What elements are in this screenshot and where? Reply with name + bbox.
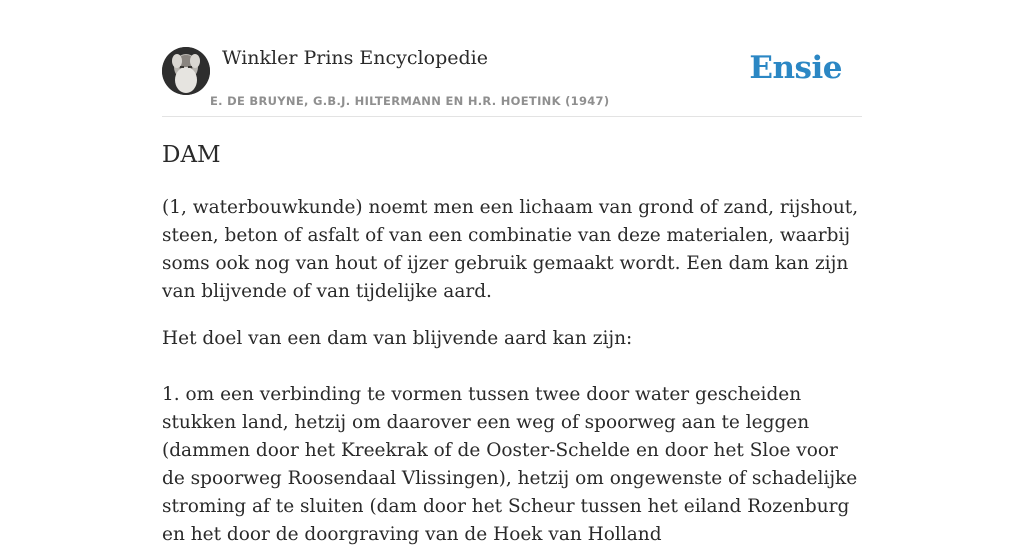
article-paragraph: (1, waterbouwkunde) noemt men een lichaam van grond of zand, rijshout, steen, beton of asfalt of van een combinatie van deze materialen, waarbij soms ook nog van hout of ijzer gebruik gemaakt wordt. Een dam kan zijn van blijvende of van tijdelijke aard. bbox=[162, 197, 859, 302]
article-paragraph: Het doel van een dam van blijvende aard kan zijn: bbox=[162, 328, 633, 349]
ensie-logo[interactable]: Ensie bbox=[749, 50, 842, 86]
portrait-image bbox=[162, 47, 210, 95]
article-title: DAM bbox=[162, 142, 221, 168]
article-body bbox=[162, 140, 862, 549]
authors-byline: E. DE BRUYNE, G.B.J. HILTERMANN EN H.R. HOETINK (1947) bbox=[210, 94, 610, 108]
site-title[interactable]: Winkler Prins Encyclopedie bbox=[222, 47, 488, 69]
page-header bbox=[162, 40, 862, 117]
author-portrait-avatar bbox=[162, 47, 210, 95]
article-paragraph: 1. om een verbinding te vormen tussen twee door water gescheiden stukken land, hetzij om daarover een weg of spoorweg aan te leggen (dammen door het Kreekrak of de Ooster-Schelde en door het Sloe voor de spoorweg Roosendaal Vlissingen), hetzij om ongewenste of schadelijke stroming af te sluiten (dam door het Scheur tussen het eiland Rozenburg en het door de doorgraving van de Hoek van Holland bbox=[162, 384, 858, 545]
